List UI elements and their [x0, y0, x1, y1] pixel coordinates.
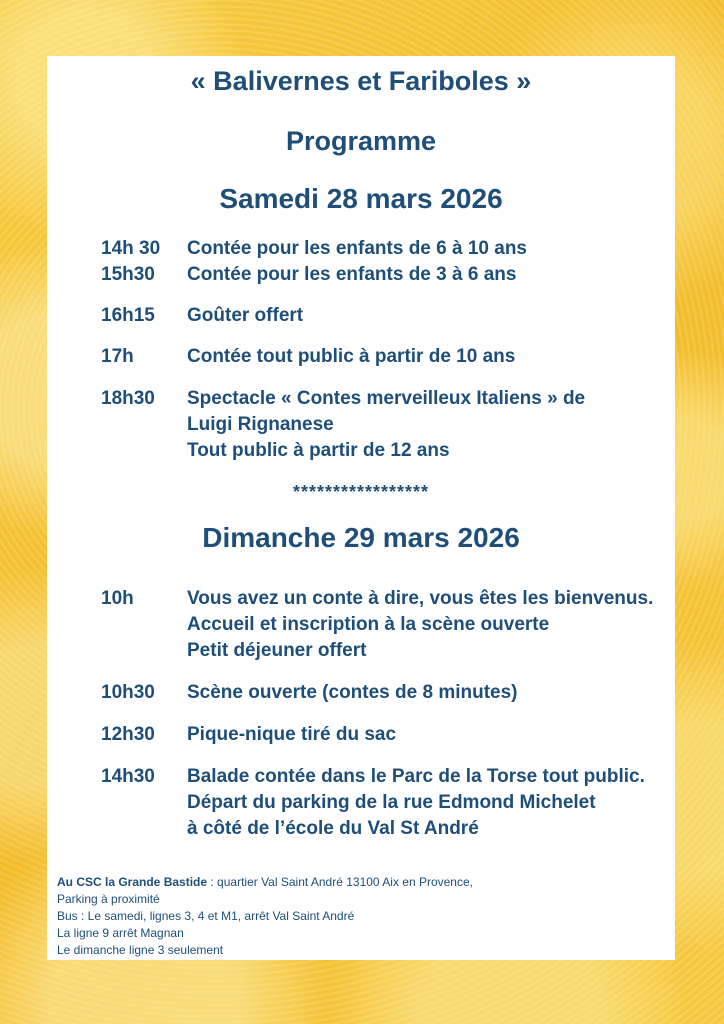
event-line: Contée tout public à partir de 10 ans	[187, 346, 516, 367]
event-line: Scène ouverte (contes de 8 minutes)	[187, 682, 518, 703]
event-time: 10h	[101, 588, 134, 609]
event-line: Contée pour les enfants de 3 à 6 ans	[187, 264, 517, 285]
saturday-heading: Samedi 28 mars 2026	[219, 183, 503, 214]
venue-name: Au CSC la Grande Bastide	[57, 875, 208, 889]
event-line: Balade contée dans le Parc de la Torse tout public.	[187, 766, 645, 787]
event-time: 16h15	[101, 305, 155, 326]
event-line: à côté de l’école du Val St André	[187, 818, 479, 839]
event-description	[187, 386, 585, 464]
event-time: 18h30	[101, 388, 155, 409]
event-time: 15h30	[101, 264, 155, 285]
separator-stars: *****************	[292, 482, 430, 502]
bus-sunday-info: Le dimanche ligne 3 seulement	[57, 943, 224, 957]
event-line: Départ du parking de la rue Edmond Michelet	[187, 792, 596, 813]
bus-saturday-info: Bus : Le samedi, lignes 3, 4 et M1, arrêt Val Saint André	[57, 909, 355, 923]
event-time: 12h30	[101, 724, 155, 745]
programme-panel	[47, 56, 675, 960]
event-line: Luigi Rignanese	[187, 414, 334, 435]
bus-line9-info: La ligne 9 arrêt Magnan	[57, 926, 184, 940]
parking-info: Parking à proximité	[57, 892, 160, 906]
event-line: Goûter offert	[187, 305, 304, 326]
event-line: Petit déjeuner offert	[187, 640, 367, 661]
event-description	[187, 680, 518, 706]
sunday-heading: Dimanche 29 mars 2026	[202, 522, 520, 553]
event-time: 14h 30	[101, 238, 161, 259]
event-description	[187, 722, 396, 748]
event-line: Vous avez un conte à dire, vous êtes les bienvenus.	[187, 588, 654, 609]
event-time: 14h30	[101, 766, 155, 787]
event-title: « Balivernes et Fariboles »	[190, 66, 532, 96]
venue-info	[57, 874, 473, 959]
event-description	[187, 262, 516, 288]
event-time: 17h	[101, 346, 134, 367]
event-description	[187, 344, 515, 370]
venue-address-line	[57, 874, 473, 891]
event-description	[187, 764, 645, 842]
event-line: Spectacle « Contes merveilleux Italiens » de	[187, 388, 586, 409]
event-line: Pique-nique tiré du sac	[187, 724, 397, 745]
venue-address: : quartier Val Saint André 13100 Aix en Provence,	[207, 875, 473, 889]
event-description	[187, 586, 653, 664]
event-description	[187, 236, 527, 262]
event-line: Accueil et inscription à la scène ouverte	[187, 614, 550, 635]
event-time: 10h30	[101, 682, 155, 703]
event-line: Tout public à partir de 12 ans	[187, 440, 450, 461]
event-line: Contée pour les enfants de 6 à 10 ans	[187, 238, 527, 259]
event-description	[187, 303, 303, 329]
programme-heading: Programme	[285, 126, 437, 156]
